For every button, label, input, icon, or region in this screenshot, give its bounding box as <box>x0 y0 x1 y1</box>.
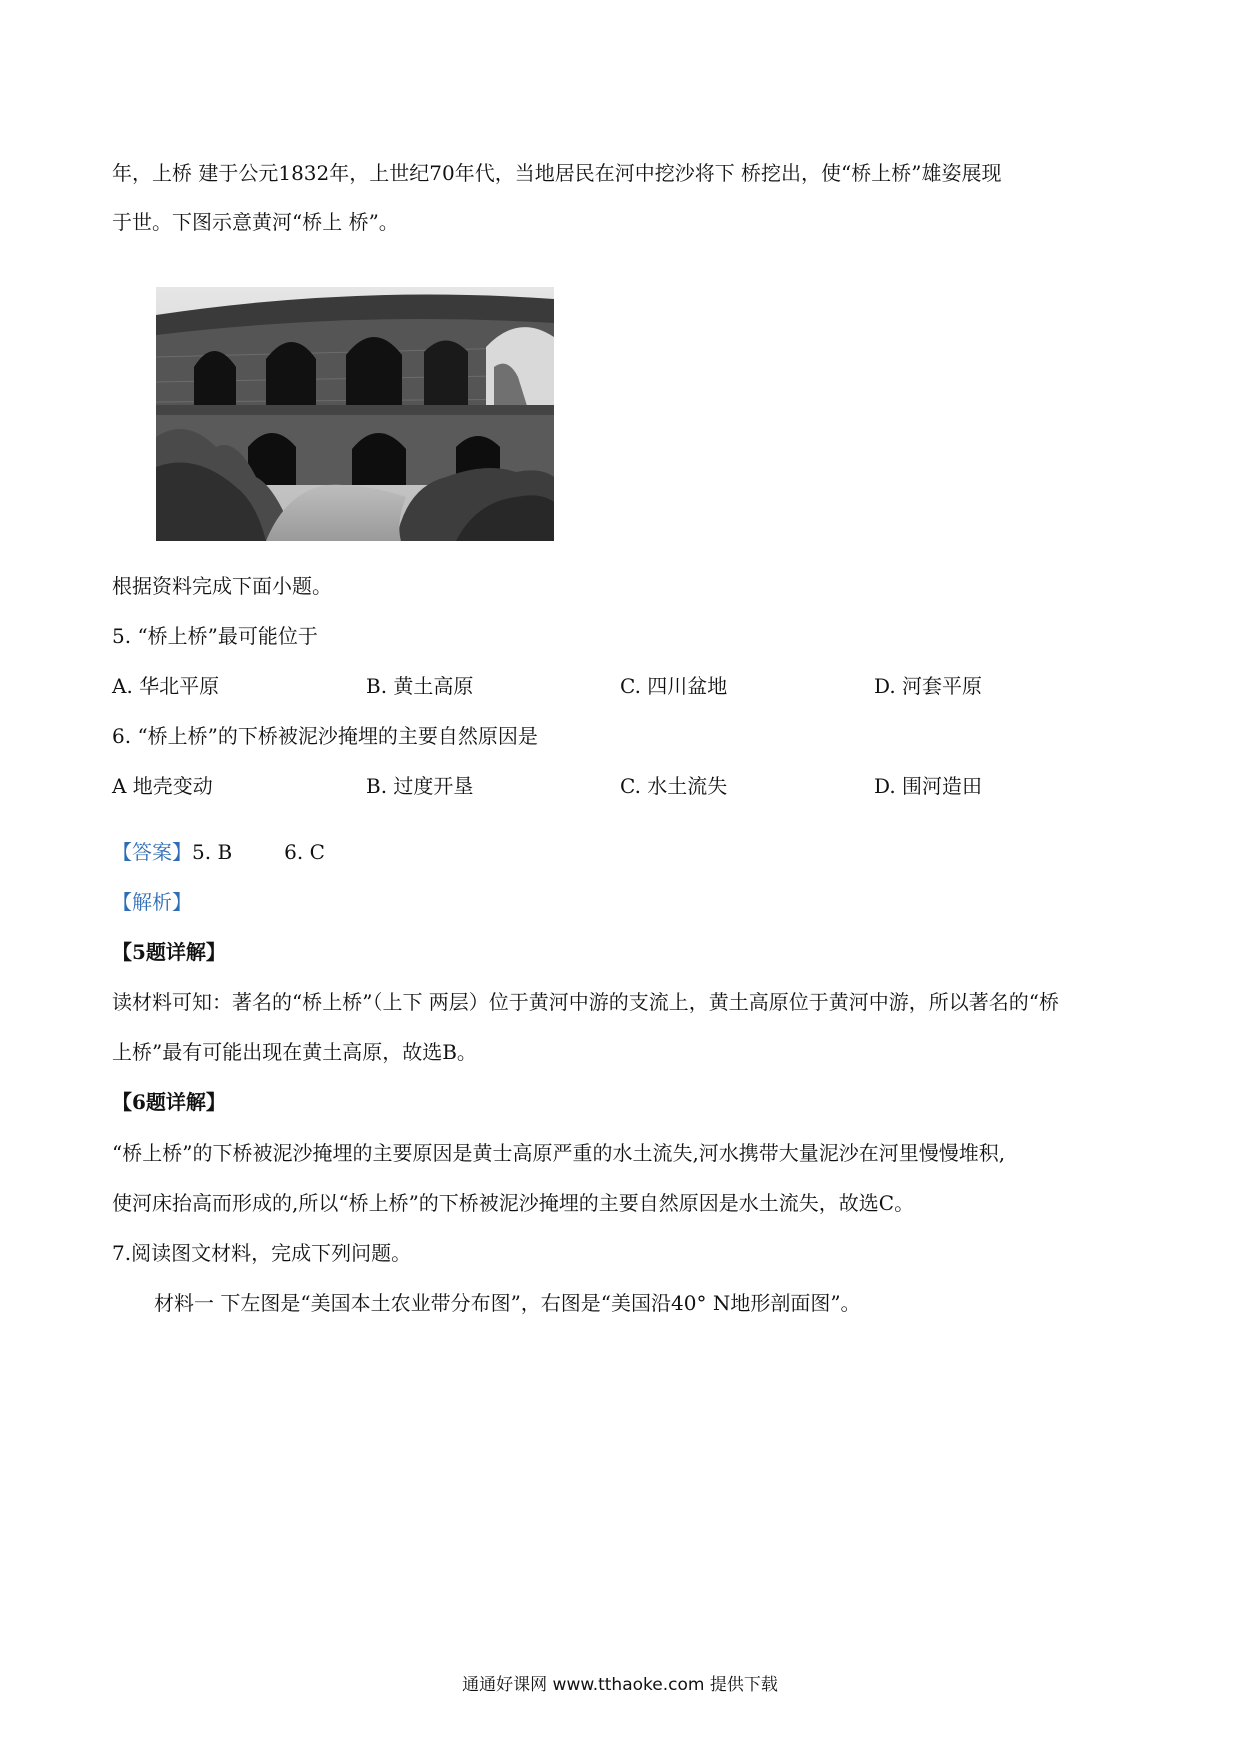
answer-label: 【答案】 <box>112 840 192 864</box>
intro-line-1: 年，上桥 建于公元1832年，上世纪70年代，当地居民在河中挖沙将下 桥挖出，使“桥上桥”雄姿展现 <box>112 161 1002 185</box>
detail-6-line-1: “桥上桥”的下桥被泥沙掩埋的主要原因是黄士高原严重的水土流失,河水携带大量泥沙在河里慢慢堆积, <box>112 1141 1006 1165</box>
question-6-stem: 6. “桥上桥”的下桥被泥沙掩埋的主要自然原因是 <box>112 724 538 748</box>
answer-5: 5. B <box>192 840 233 864</box>
detail-6-heading: 【6题详解】 <box>112 1090 226 1114</box>
bridge-photo <box>156 287 554 541</box>
intro-line-2: 于世。下图示意黄河“桥上 桥”。 <box>112 210 399 234</box>
footer: 通通好课网 www.tthaoke.com 提供下载 <box>462 1675 778 1695</box>
detail-6-line-2: 使河床抬高而形成的,所以“桥上桥”的下桥被泥沙掩埋的主要自然原因是水土流失，故选C。 <box>112 1191 915 1215</box>
q5-option-d: D. 河套平原 <box>874 674 983 698</box>
analysis-label: 【解析】 <box>112 890 192 914</box>
q6-option-c: C. 水土流失 <box>620 774 728 798</box>
q6-option-a: A 地壳变动 <box>112 774 213 798</box>
question-5-stem: 5. “桥上桥”最可能位于 <box>112 624 318 648</box>
prompt: 根据资料完成下面小题。 <box>112 574 332 598</box>
detail-5-heading: 【5题详解】 <box>112 940 226 964</box>
q5-option-b: B. 黄土高原 <box>366 674 474 698</box>
answer-6: 6. C <box>284 840 325 864</box>
q6-option-b: B. 过度开垦 <box>366 774 474 798</box>
detail-5-line-2: 上桥”最有可能出现在黄土高原，故选B。 <box>112 1040 477 1064</box>
detail-5-line-1: 读材料可知：著名的“桥上桥”（上下 两层）位于黄河中游的支流上，黄土高原位于黄河中游，所以著名的“桥 <box>112 990 1060 1014</box>
question-7-stem: 7.阅读图文材料，完成下列问题。 <box>112 1241 412 1265</box>
q6-option-d: D. 围河造田 <box>874 774 983 798</box>
q5-option-a: A. 华北平原 <box>112 674 220 698</box>
q5-option-c: C. 四川盆地 <box>620 674 728 698</box>
question-7-material-1: 材料一 下左图是“美国本土农业带分布图”，右图是“美国沿40° N地形剖面图”。 <box>154 1291 861 1315</box>
answer-row <box>112 842 325 862</box>
